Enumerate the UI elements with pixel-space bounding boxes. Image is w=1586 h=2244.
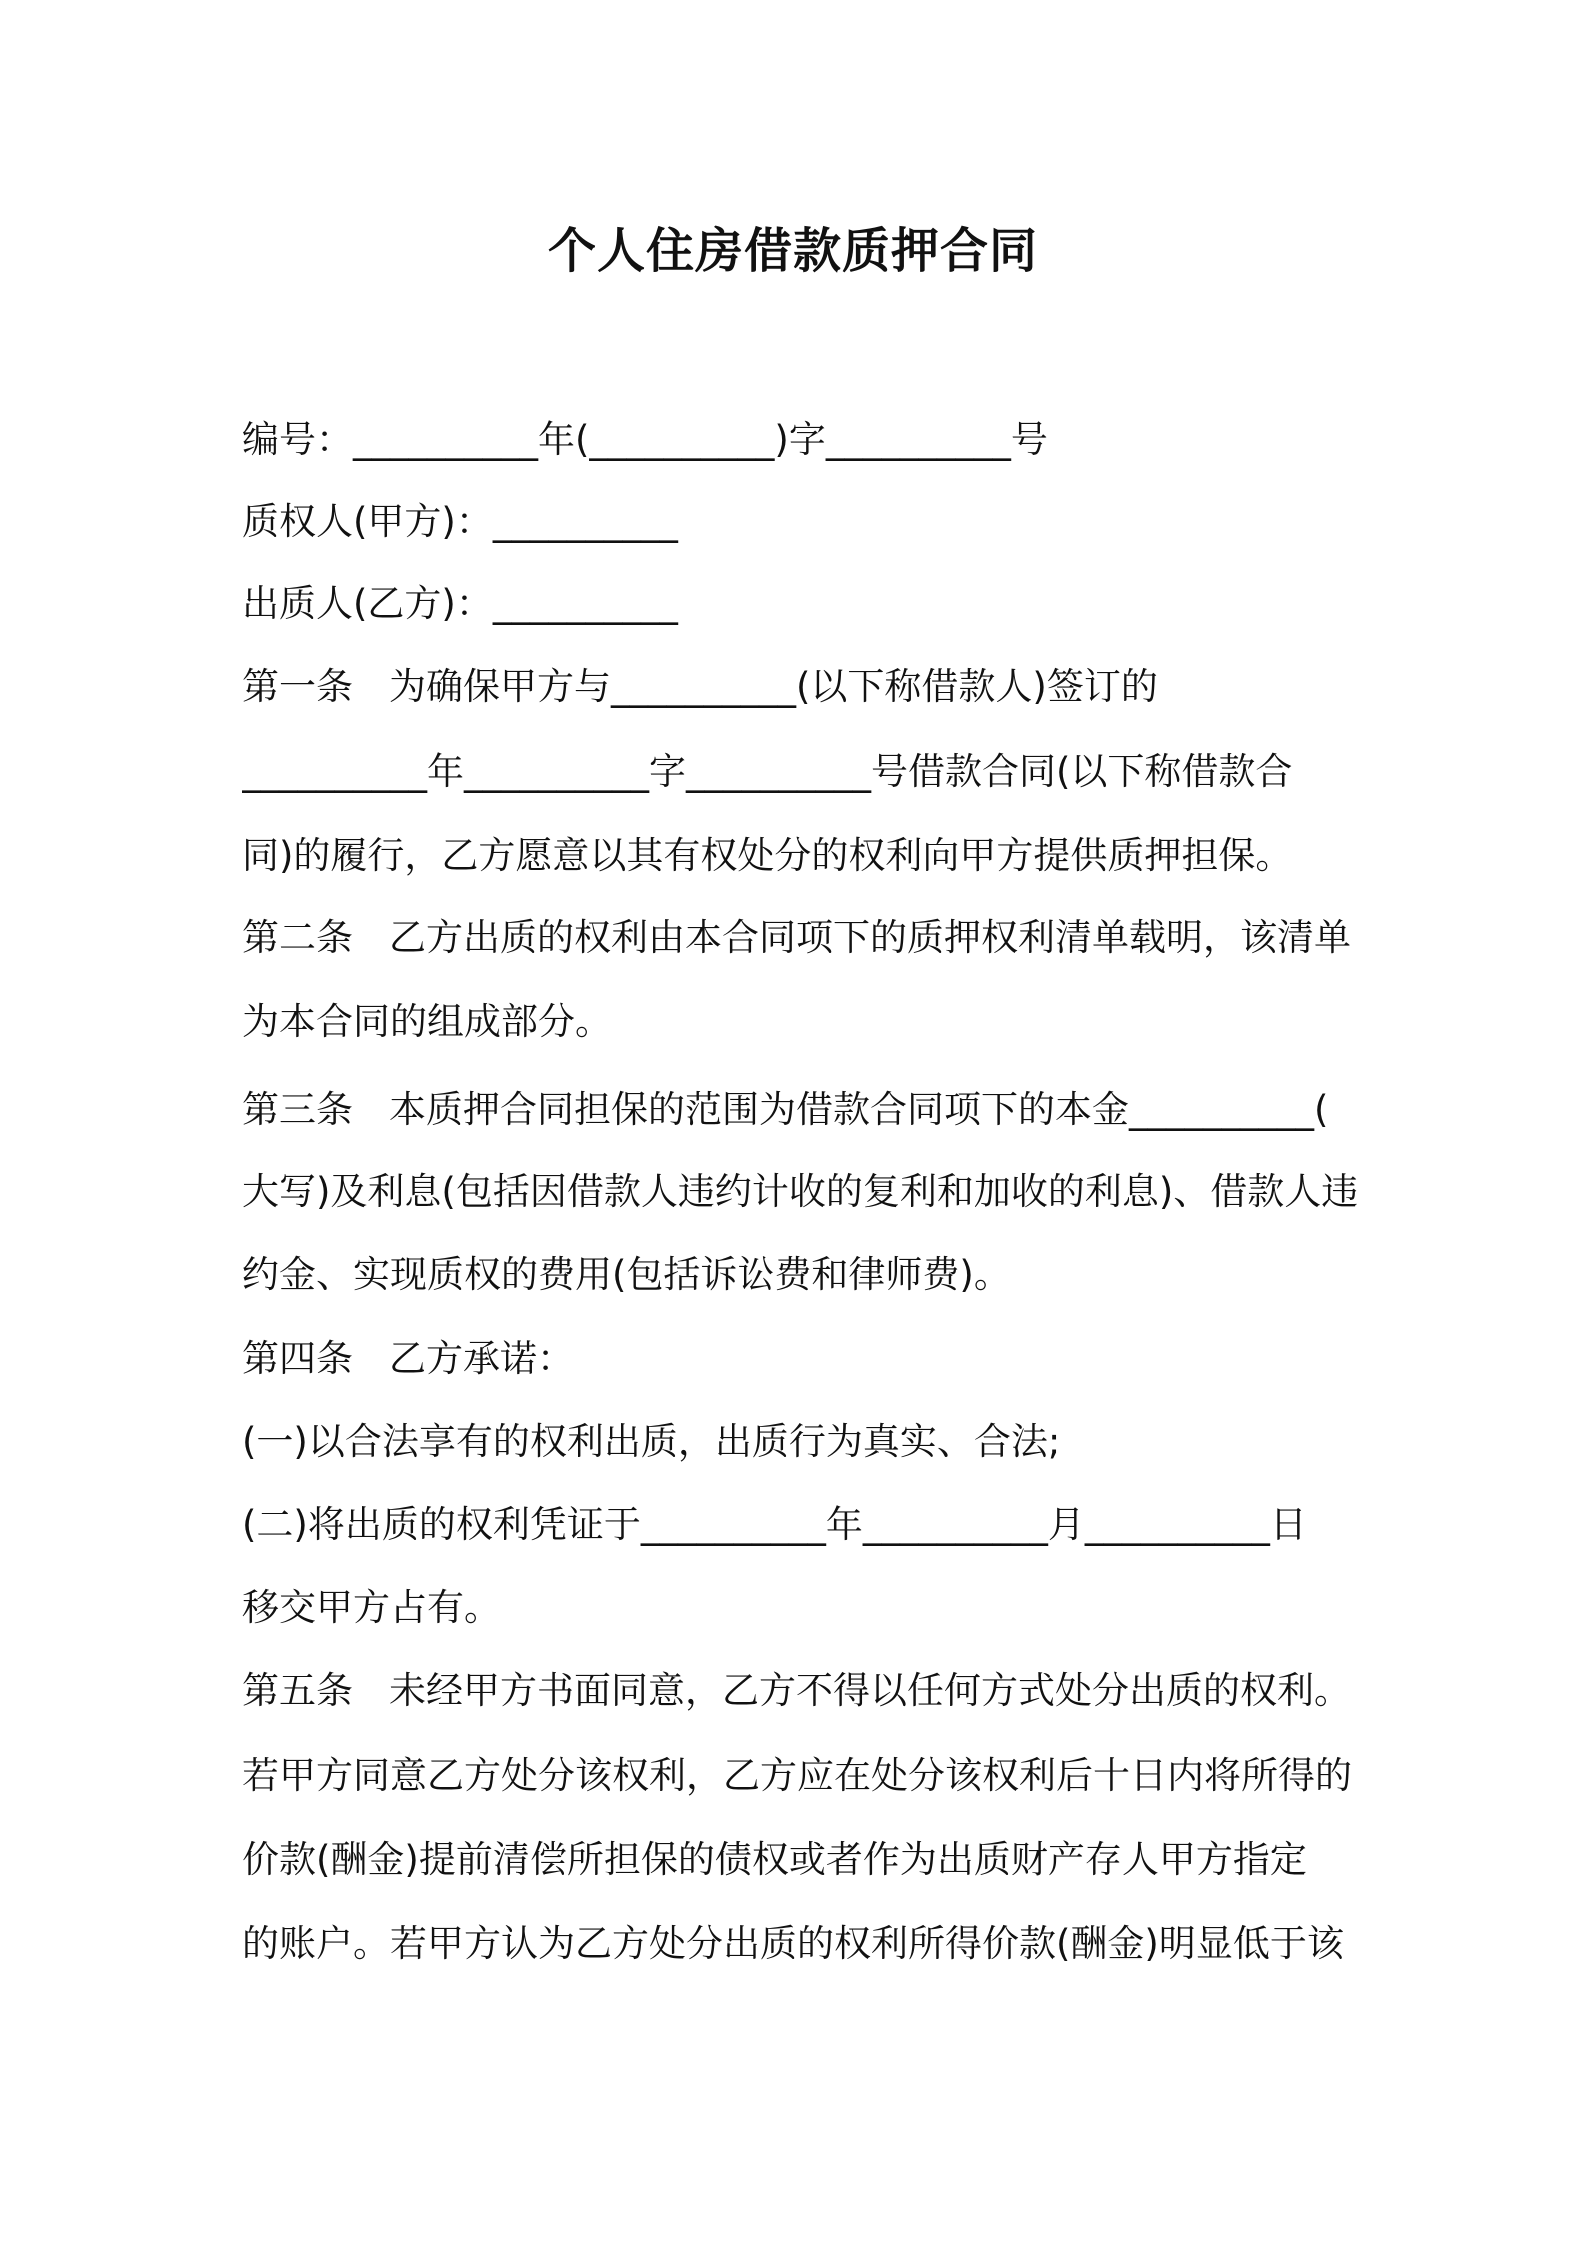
contract-number-line: 编号：__________年(__________)字__________号 — [242, 418, 1048, 461]
article-2-line-2: 为本合同的组成部分。 — [242, 1000, 612, 1043]
article-3-line-2: 大写)及利息(包括因借款人违约计收的复利和加收的利息)、借款人违 — [242, 1170, 1359, 1213]
article-4-text: 乙方承诺： — [389, 1337, 574, 1380]
article-1-line-1 — [242, 661, 1362, 713]
article-3-line-3: 约金、实现质权的费用(包括诉讼费和律师费)。 — [242, 1253, 1011, 1296]
article-2-text: 乙方出质的权利由本合同项下的质押权利清单载明，该清单 — [389, 916, 1351, 959]
article-5-line-1 — [242, 1665, 1362, 1717]
article-5-line-4: 的账户。若甲方认为乙方处分出质的权利所得价款(酬金)明显低于该 — [242, 1922, 1344, 1965]
article-5-text: 未经甲方书面同意，乙方不得以任何方式处分出质的权利。 — [389, 1669, 1351, 1712]
article-4-item-1: (一)以合法享有的权利出质，出质行为真实、合法; — [242, 1420, 1061, 1463]
article-4-item-2-line-1: (二)将出质的权利凭证于__________年__________月__________日 — [242, 1503, 1307, 1546]
pledgor-line: 出质人(乙方)：__________ — [242, 582, 678, 625]
article-1-line-2: __________年__________字__________号借款合同(以下称借款合 — [242, 750, 1293, 793]
article-5-line-3: 价款(酬金)提前清偿所担保的债权或者作为出质财产存人甲方指定 — [242, 1838, 1307, 1881]
article-3-line-1 — [242, 1084, 1362, 1136]
article-2-line-1 — [242, 912, 1362, 964]
pledgee-line: 质权人(甲方)：__________ — [242, 500, 678, 543]
article-4-item-2-line-2: 移交甲方占有。 — [242, 1586, 501, 1629]
article-1-text: 为确保甲方与__________(以下称借款人)签订的 — [389, 665, 1158, 708]
article-1-label: 第一条 — [242, 665, 353, 708]
article-3-text: 本质押合同担保的范围为借款合同项下的本金__________( — [389, 1088, 1329, 1131]
article-1-line-3: 同)的履行，乙方愿意以其有权处分的权利向甲方提供质押担保。 — [242, 834, 1293, 877]
article-3-label: 第三条 — [242, 1088, 353, 1131]
article-4-label: 第四条 — [242, 1337, 353, 1380]
article-4-line-1 — [242, 1333, 1362, 1385]
article-5-line-2: 若甲方同意乙方处分该权利，乙方应在处分该权利后十日内将所得的 — [242, 1754, 1352, 1797]
article-2-label: 第二条 — [242, 916, 353, 959]
page-title: 个人住房借款质押合同 — [547, 223, 1038, 279]
article-5-label: 第五条 — [242, 1669, 353, 1712]
